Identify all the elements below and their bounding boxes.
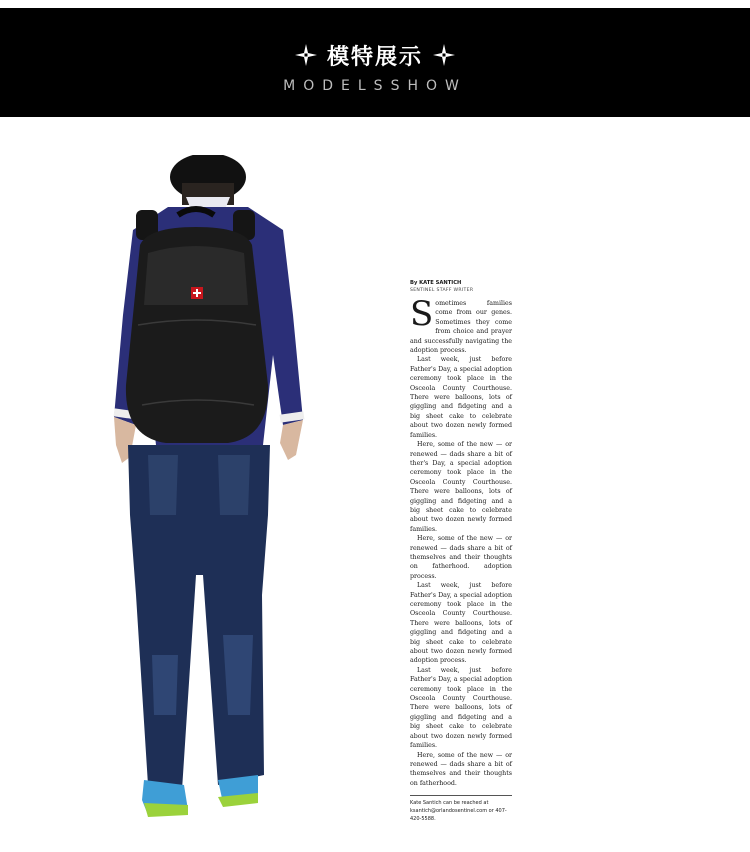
article-staff: SENTINEL STAFF WRITER	[410, 288, 474, 293]
article-body	[410, 294, 512, 788]
article-paragraph: Here, some of the new — or renewed — dads share a bit of themselves and their thoughts on fatherhood. adoption process.	[410, 535, 512, 580]
divider	[410, 795, 512, 796]
article-paragraph: Sometimes families come from our genes. Sometimes they come from choice and prayer and successfully navigating the adoption process.	[410, 294, 512, 355]
article-contact: Kate Santich can be reached at ksantich@orlandosentinel.com or 407-420-5588.	[410, 800, 507, 823]
banner-subtitle: MODELSSHOW	[283, 78, 467, 94]
header-banner	[0, 8, 750, 117]
article-paragraph: Last week, just before Father's Day, a special adoption ceremony took place in the Osceola County Courthouse. There were balloons, lots of giggling and fidgeting and a big sheet cake to celebrate about two dozen newly formed families.	[410, 666, 512, 750]
article-paragraph: Last week, just before Father's Day, a special adoption ceremony took place in the Osceola County Courthouse. There were balloons, lots of giggling and fidgeting and a big sheet cake to celebrate about two dozen newly formed families.	[410, 356, 512, 439]
newspaper-column	[410, 280, 512, 826]
article-paragraph: Here, some of the new — or renewed — dads share a bit of ther's Day, a special adoption ceremony took place in the Osceola County Courthouse. There were balloons, lots of giggling and fidgeting and a big sheet cake to celebrate about two dozen newly formed families.	[410, 441, 512, 533]
article-paragraph: Last week, just before Father's Day, a special adoption ceremony took place in the Osceola County Courthouse. There were balloons, lots of giggling and fidgeting and a big sheet cake to celebrate about two dozen newly formed adoption process.	[410, 582, 512, 665]
dropcap: S	[410, 294, 434, 334]
banner-title-row	[0, 40, 750, 72]
page-title: 模特展示	[326, 45, 423, 70]
article-byline: By KATE SANTICH	[410, 280, 462, 286]
model-photo	[78, 155, 328, 825]
sparkle-icon	[295, 44, 317, 72]
sparkle-icon	[433, 44, 455, 72]
article-paragraph: Here, some of the new — or renewed — dads share a bit of themselves and their thoughts on fatherhood.	[410, 751, 512, 787]
